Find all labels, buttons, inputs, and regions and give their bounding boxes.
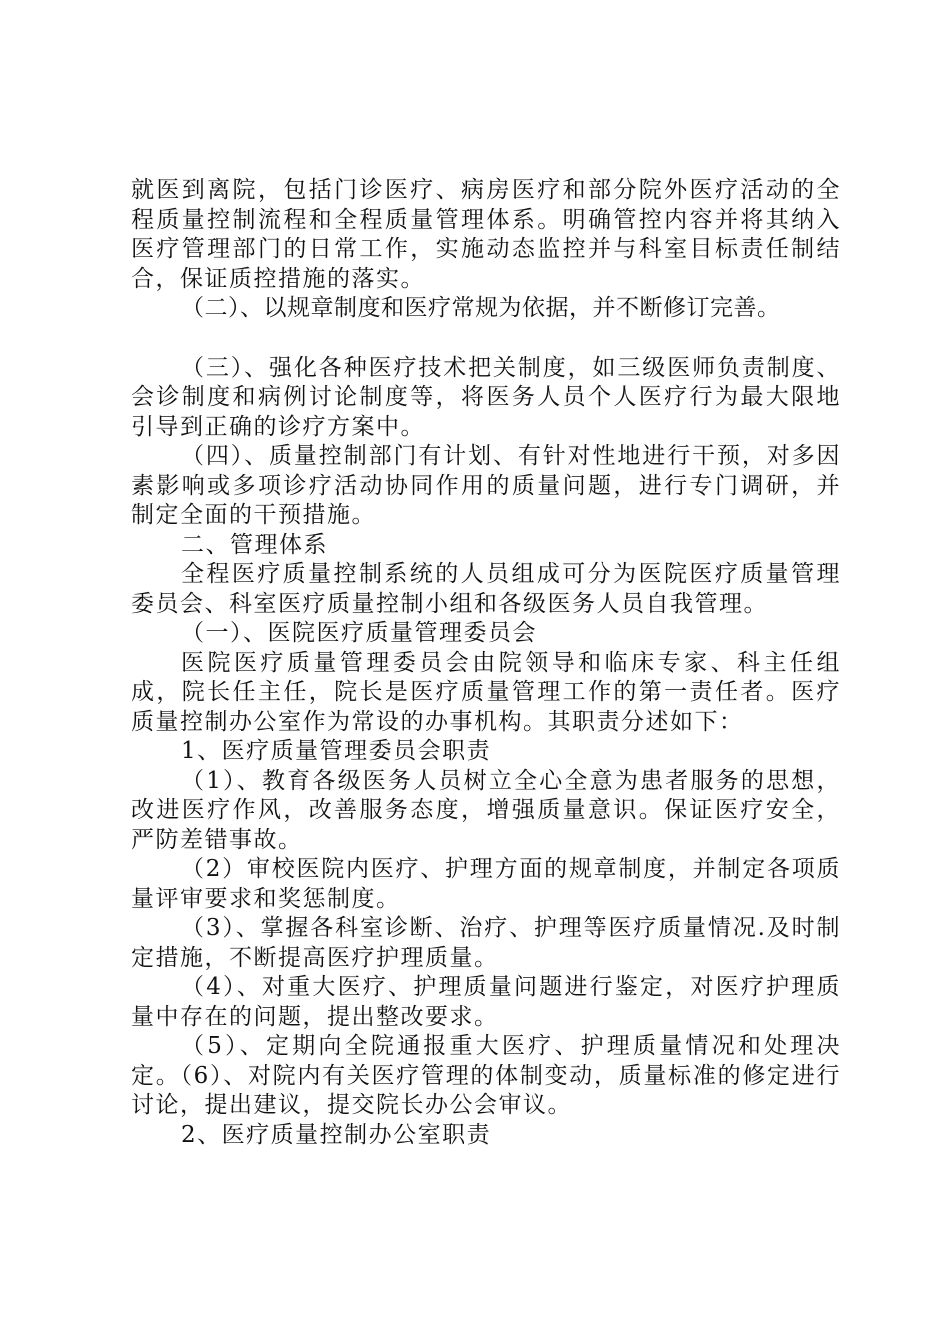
section-heading-management-system: 二、管理体系 xyxy=(181,531,328,558)
document-body xyxy=(131,176,841,1150)
subheading-committee-duties: 1、医疗质量管理委员会职责 xyxy=(181,738,492,764)
duty-item-3: （3）、掌握各科室诊断、治疗、护理等医疗质量情况.及时制定措施，不断提高医疗护理质量。 xyxy=(131,915,841,971)
paragraph-committee-description: 医院医疗质量管理委员会由院领导和临床专家、科主任组成，院长任主任，院长是医疗质量管理工作的第一责任者。医疗质量控制办公室作为常设的办事机构。其职责分述如下： xyxy=(131,649,841,735)
paragraph-item-3: （三）、强化各种医疗技术把关制度，如三级医师负责制度、会诊制度和病例讨论制度等，将医务人员个人医疗行为最大限地引导到正确的诊疗方案中。 xyxy=(131,354,841,440)
subheading-quality-committee: （一）、医院医疗质量管理委员会 xyxy=(181,620,537,646)
paragraph-system-composition: 全程医疗质量控制系统的人员组成可分为医院医疗质量管理委员会、科室医疗质量控制小组和各级医务人员自我管理。 xyxy=(131,561,841,617)
paragraph-continuation: 就医到离院，包括门诊医疗、病房医疗和部分院外医疗活动的全程质量控制流程和全程质量管理体系。明确管控内容并将其纳入医疗管理部门的日常工作，实施动态监控并与科室目标责任制结合，保证质控措施的落实。 xyxy=(131,177,841,292)
duty-item-1: （1）、教育各级医务人员树立全心全意为患者服务的思想，改进医疗作风，改善服务态度，增强质量意识。保证医疗安全，严防差错事故。 xyxy=(131,767,841,853)
paragraph-item-4: （四）、质量控制部门有计划、有针对性地进行干预，对多因素影响或多项诊疗活动协同作用的质量问题，进行专门调研，并制定全面的干预措施。 xyxy=(131,443,841,528)
duty-item-4: （4）、对重大医疗、护理质量问题进行鉴定，对医疗护理质量中存在的问题，提出整改要求。 xyxy=(131,974,841,1030)
paragraph-item-2: （二）、以规章制度和医疗常规为依据，并不断修订完善。 xyxy=(181,295,781,321)
duty-item-5-6: （5）、定期向全院通报重大医疗、护理质量情况和处理决定。（6）、对院内有关医疗管理的体制变动，质量标准的修定进行讨论，提出建议，提交院长办公会审议。 xyxy=(131,1033,841,1118)
duty-item-2: （2）审校医院内医疗、护理方面的规章制度，并制定各项质量评审要求和奖惩制度。 xyxy=(131,856,841,912)
subheading-office-duties: 2、医疗质量控制办公室职责 xyxy=(181,1121,492,1148)
